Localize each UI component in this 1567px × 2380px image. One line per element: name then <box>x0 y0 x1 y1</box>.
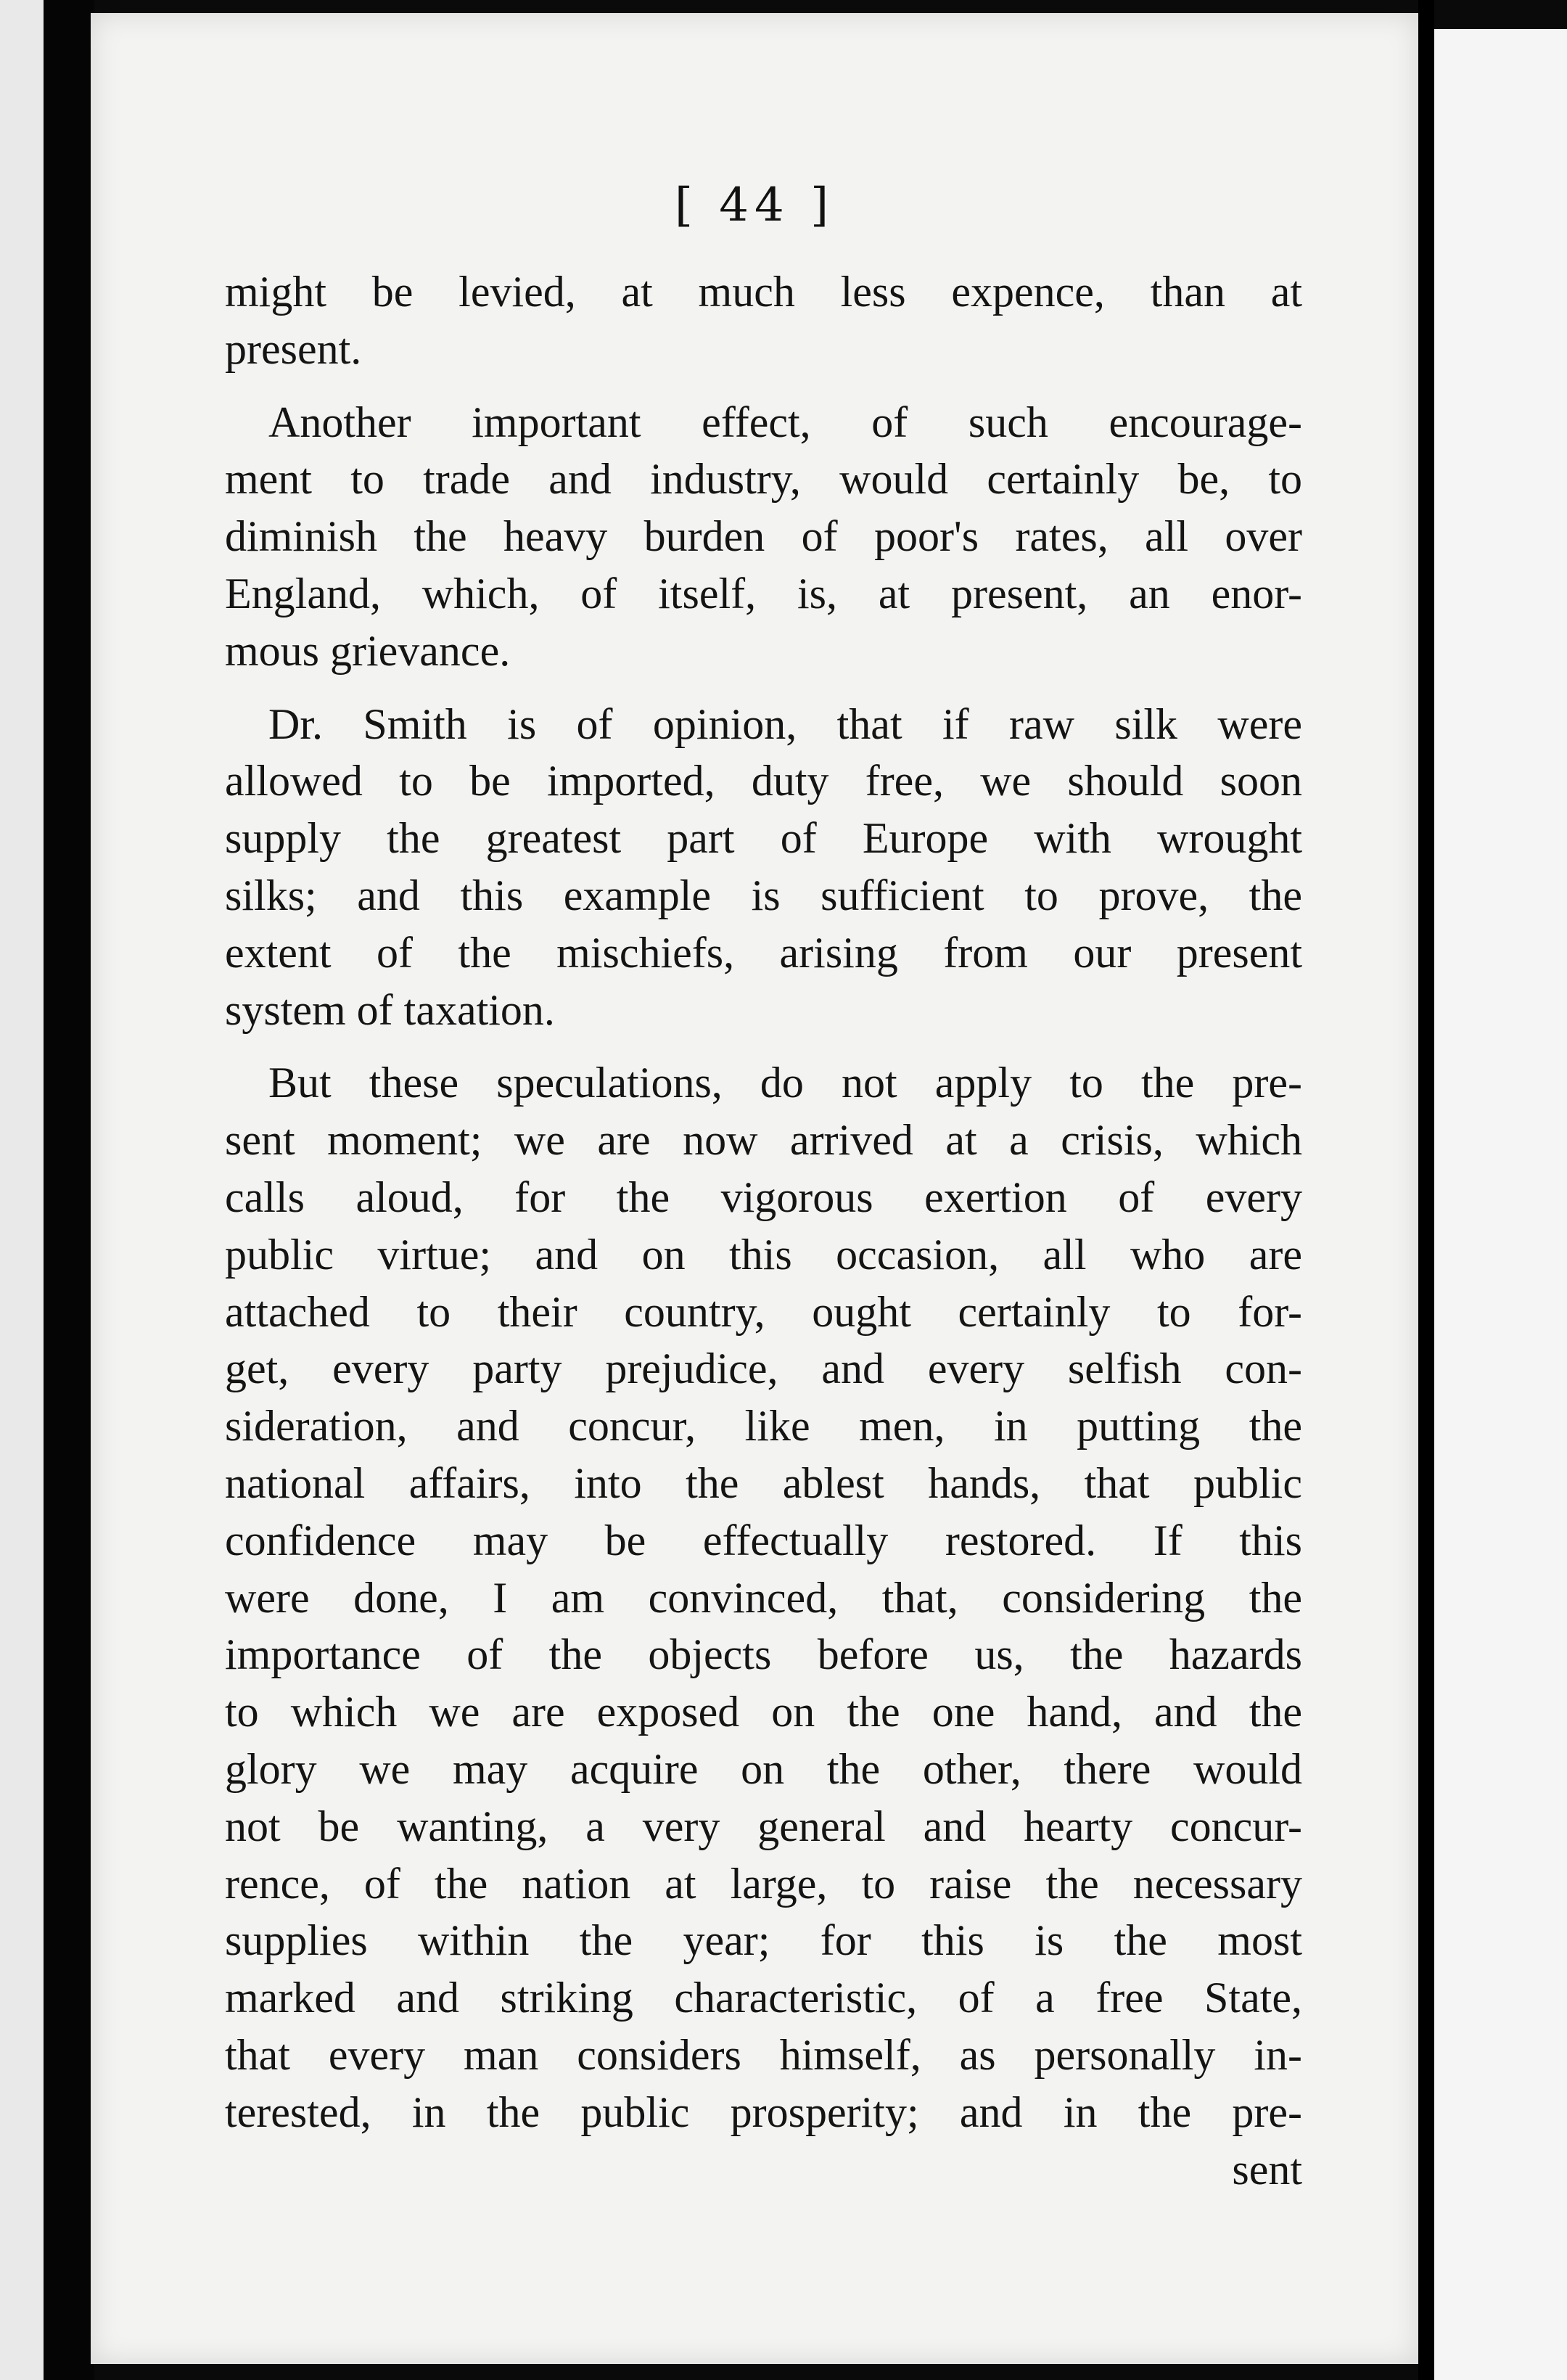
facing-page-edge <box>1434 29 1567 2380</box>
text-line: system of taxation. <box>225 985 555 1034</box>
text-line: attached to their country, ought certainly to for- <box>225 1287 1302 1336</box>
text-line: England, which, of itself, is, at present, an enor- <box>225 569 1302 617</box>
text-line: sent moment; we are now arrived at a crisis, which <box>225 1116 1302 1165</box>
gutter-shadow <box>1418 0 1434 2380</box>
text-line: confidence may be effectually restored. If this <box>225 1516 1302 1564</box>
text-line: get, every party prejudice, and every selfish con- <box>225 1345 1302 1393</box>
text-line: national affairs, into the ablest hands, that public <box>225 1458 1302 1507</box>
text-line: marked and striking characteristic, of a free State, <box>225 1974 1302 2022</box>
text-line: rence, of the nation at large, to raise the necessary <box>225 1859 1302 1908</box>
text-line: to which we are exposed on the one hand, and the <box>225 1688 1302 1736</box>
text-line: mous grievance. <box>225 626 511 675</box>
text-line: ment to trade and industry, would certainly be, to <box>225 455 1302 504</box>
text-line: extent of the mischiefs, arising from our present <box>225 928 1302 977</box>
text-line: public virtue; and on this occasion, all who are <box>225 1230 1302 1279</box>
text-line: Another important effect, of such encourage- <box>268 398 1302 446</box>
text-line: supply the greatest part of Europe with wrought <box>225 814 1302 863</box>
text-line: that every man considers himself, as personally in- <box>225 2030 1302 2079</box>
page-number: [ 44 ] <box>674 178 835 232</box>
book-page <box>91 13 1418 2364</box>
text-line: supplies within the year; for this is the most <box>225 1916 1302 1965</box>
text-line: Dr. Smith is of opinion, that if raw silk were <box>268 699 1302 748</box>
text-line: diminish the heavy burden of poor's rates, all over <box>225 512 1302 561</box>
paragraph-1 <box>225 263 1302 378</box>
catchword: sent <box>1232 2145 1302 2194</box>
left-binding-edge <box>44 0 94 2380</box>
text-line: were done, I am convinced, that, considering the <box>225 1573 1302 1622</box>
paragraph-3 <box>225 696 1302 1039</box>
text-line: silks; and this example is sufficient to prove, the <box>225 871 1302 919</box>
text-line: importance of the objects before us, the hazards <box>225 1630 1302 1679</box>
text-line: But these speculations, do not apply to the pre- <box>268 1059 1302 1107</box>
body-text <box>225 263 1302 2198</box>
text-line: might be levied, at much less expence, than at <box>225 268 1302 316</box>
left-margin-strip <box>0 0 44 2380</box>
paragraph-2 <box>225 394 1302 680</box>
text-line: not be wanting, a very general and hearty concur- <box>225 1802 1302 1850</box>
paragraph-4 <box>225 1054 1302 2198</box>
text-line: glory we may acquire on the other, there would <box>225 1744 1302 1793</box>
text-line: present. <box>225 324 362 373</box>
text-line: calls aloud, for the vigorous exertion of every <box>225 1173 1302 1221</box>
text-line: allowed to be imported, duty free, we should soon <box>225 757 1302 805</box>
text-line: sideration, and concur, like men, in putting the <box>225 1402 1302 1450</box>
text-line: terested, in the public prosperity; and in the pre- <box>225 2088 1302 2136</box>
